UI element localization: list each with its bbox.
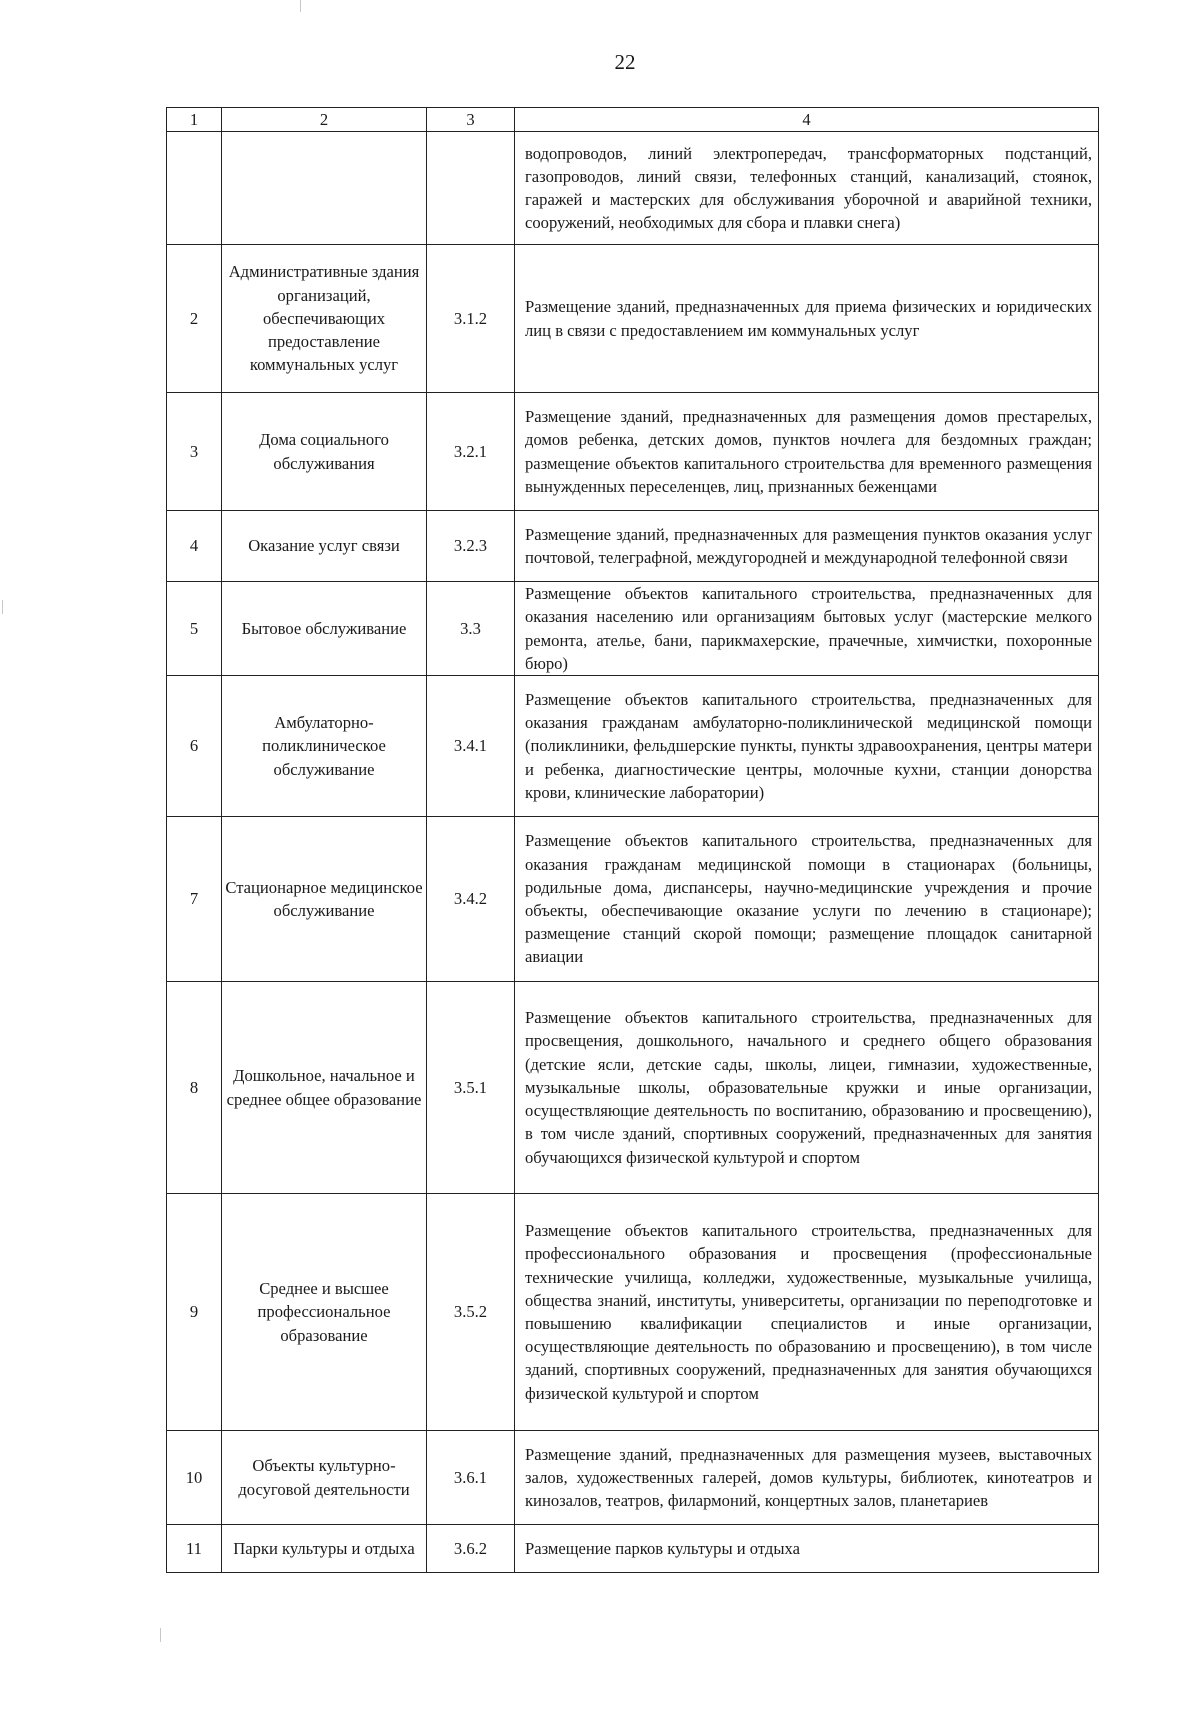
row-name: Парки культуры и отдыха: [222, 1525, 427, 1573]
row-number: 3: [167, 393, 222, 511]
row-number: 11: [167, 1525, 222, 1573]
row-description: Размещение объектов капитального строительства, предназначенных для оказания гражданам медицинской помощи в стационарах (больницы, родильные дома, диспансеры, научно-медицинские учреждения и прочие объекты, обеспечивающие оказание услуги по лечению в стационаре); размещение станций скорой помощи; размещение площадок санитарной авиации: [515, 817, 1099, 982]
row-name: Бытовое обслуживание: [222, 582, 427, 676]
row-code: 3.6.1: [427, 1431, 515, 1525]
row-description: Размещение объектов капитального строительства, предназначенных для просвещения, дошкольного, начального и среднего общего образования (детские ясли, детские сады, школы, лицеи, гимназии, художественные, музыкальные школы, образовательные кружки и иные организации, осуществляющие деятельность по воспитанию, образованию и просвещению), в том числе зданий, спортивных сооружений, предназначенных для занятия обучающихся физической культурой и спортом: [515, 982, 1099, 1194]
table-header-row: [167, 108, 1099, 132]
row-number: 6: [167, 676, 222, 817]
row-description: Размещение парков культуры и отдыха: [515, 1525, 1099, 1573]
row-description: Размещение объектов капитального строительства, предназначенных для оказания гражданам амбулаторно-поликлинической медицинской помощи (поликлиники, фельдшерские пункты, пункты здравоохранения, центры матери и ребенка, диагностические центры, молочные кухни, станции донорства крови, клинические лаборатории): [515, 676, 1099, 817]
row-name: Объекты культурно-досуговой деятельности: [222, 1431, 427, 1525]
row-number: 9: [167, 1194, 222, 1431]
row-description: Размещение зданий, предназначенных для приема физических и юридических лиц в связи с предоставлением им коммунальных услуг: [515, 245, 1099, 393]
table-row: [167, 1194, 1099, 1431]
row-number: 7: [167, 817, 222, 982]
table-row: [167, 245, 1099, 393]
row-code: 3.6.2: [427, 1525, 515, 1573]
table-row: [167, 132, 1099, 245]
row-code: 3.4.2: [427, 817, 515, 982]
table-row: [167, 676, 1099, 817]
scan-artifact-top: [300, 0, 301, 12]
row-name: Дома социального обслуживания: [222, 393, 427, 511]
header-col-4: 4: [515, 108, 1099, 132]
row-name: Дошкольное, начальное и среднее общее образование: [222, 982, 427, 1194]
row-name: Стационарное медицинское обслуживание: [222, 817, 427, 982]
scan-artifact-bottom: [160, 1628, 161, 1642]
row-number: [167, 132, 222, 245]
scan-artifact-left: [2, 600, 3, 614]
row-name: [222, 132, 427, 245]
row-description: Размещение зданий, предназначенных для размещения домов престарелых, домов ребенка, детских домов, пунктов ночлега для бездомных граждан; размещение объектов капитального строительства для временного размещения вынужденных переселенцев, лиц, признанных беженцами: [515, 393, 1099, 511]
table-row: [167, 582, 1099, 676]
row-description: Размещение зданий, предназначенных для размещения пунктов оказания услуг почтовой, телеграфной, междугородней и международной телефонной связи: [515, 511, 1099, 582]
row-description: Размещение объектов капитального строительства, предназначенных для оказания населению или организациям бытовых услуг (мастерские мелкого ремонта, ателье, бани, парикмахерские, прачечные, химчистки, похоронные бюро): [515, 582, 1099, 676]
row-code: 3.5.1: [427, 982, 515, 1194]
row-code: 3.2.1: [427, 393, 515, 511]
row-name: Амбулаторно-поликлиническое обслуживание: [222, 676, 427, 817]
row-number: 5: [167, 582, 222, 676]
row-code: 3.1.2: [427, 245, 515, 393]
table-row: [167, 511, 1099, 582]
row-code: 3.4.1: [427, 676, 515, 817]
row-number: 10: [167, 1431, 222, 1525]
row-number: 8: [167, 982, 222, 1194]
header-col-2: 2: [222, 108, 427, 132]
table-row: [167, 1525, 1099, 1573]
header-col-1: 1: [167, 108, 222, 132]
table-row: [167, 1431, 1099, 1525]
row-description: водопроводов, линий электропередач, трансформаторных подстанций, газопроводов, линий связи, телефонных станций, канализаций, стоянок, гаражей и мастерских для обслуживания уборочной и аварийной техники, сооружений, необходимых для сбора и плавки снега): [515, 132, 1099, 245]
header-col-3: 3: [427, 108, 515, 132]
row-description: Размещение зданий, предназначенных для размещения музеев, выставочных залов, художественных галерей, домов культуры, библиотек, кинотеатров и кинозалов, театров, филармоний, концертных залов, планетариев: [515, 1431, 1099, 1525]
row-name: Оказание услуг связи: [222, 511, 427, 582]
row-number: 4: [167, 511, 222, 582]
row-description: Размещение объектов капитального строительства, предназначенных для профессионального образования и просвещения (профессиональные технические училища, колледжи, художественные, музыкальные училища, общества знаний, институты, университеты, организации по переподготовке и повышению квалификации специалистов и иные организации, осуществляющие деятельность по образованию и просвещению), в том числе зданий, спортивных сооружений, предназначенных для занятия обучающихся физической культурой и спортом: [515, 1194, 1099, 1431]
row-code: 3.5.2: [427, 1194, 515, 1431]
land-use-table: [166, 107, 1099, 1573]
row-code: [427, 132, 515, 245]
row-number: 2: [167, 245, 222, 393]
page-number: 22: [614, 50, 636, 74]
row-code: 3.2.3: [427, 511, 515, 582]
row-name: Среднее и высшее профессиональное образование: [222, 1194, 427, 1431]
row-code: 3.3: [427, 582, 515, 676]
table-row: [167, 817, 1099, 982]
table-row: [167, 393, 1099, 511]
row-name: Административные здания организаций, обеспечивающих предоставление коммунальных услуг: [222, 245, 427, 393]
table-row: [167, 982, 1099, 1194]
